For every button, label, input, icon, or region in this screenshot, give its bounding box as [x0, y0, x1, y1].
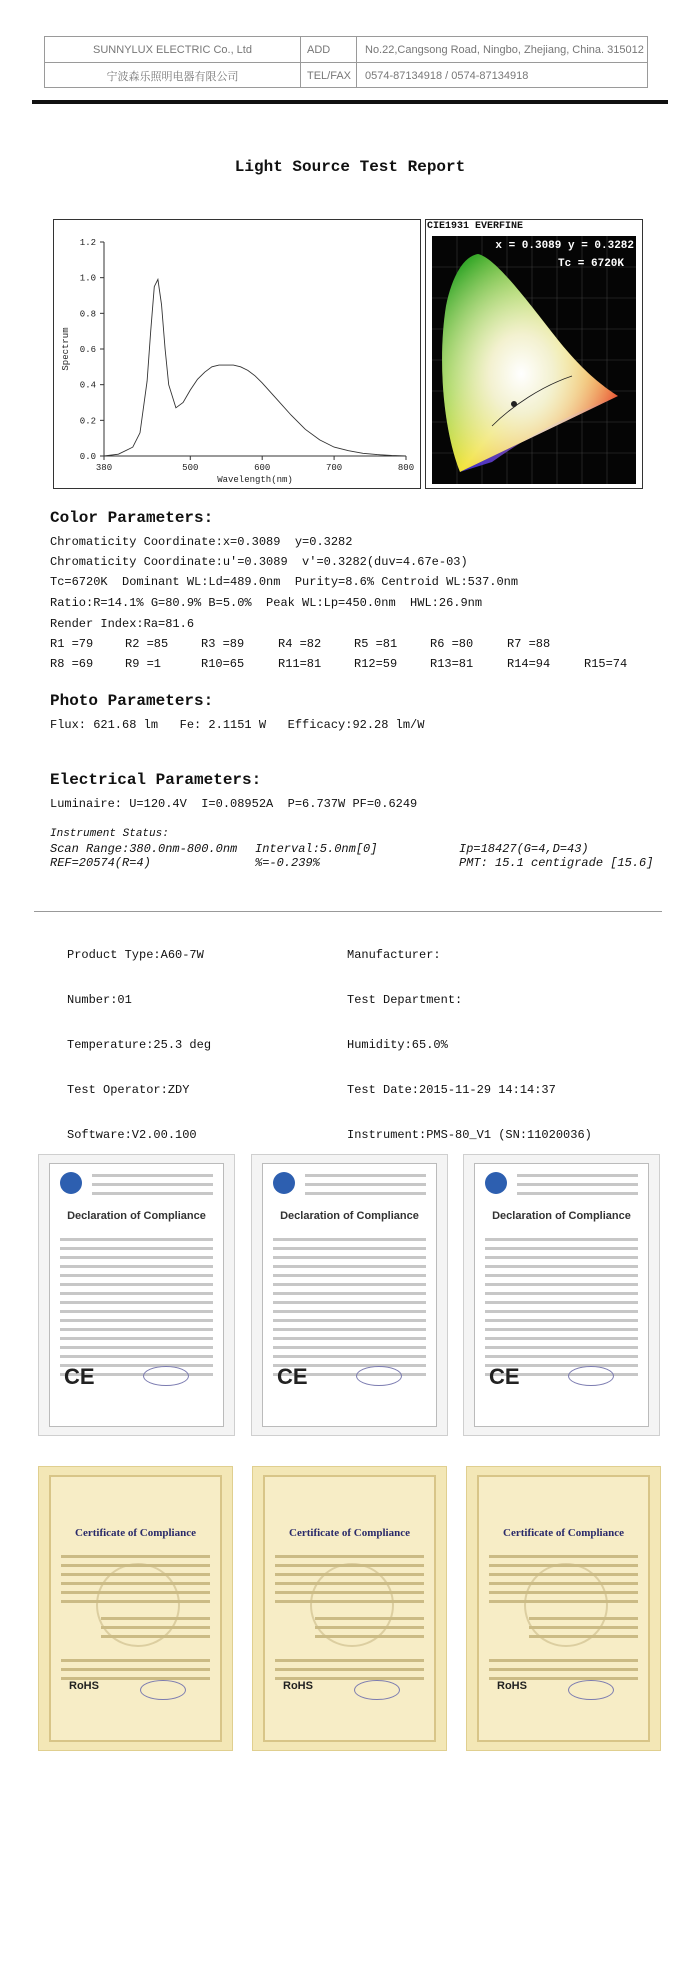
test-department: Test Department: — [347, 993, 463, 1007]
cie-coordinates: x = 0.3089 y = 0.3282 — [495, 240, 634, 252]
address-value: No.22,Cangsong Road, Ningbo, Zhejiang, China. 315012 — [365, 43, 644, 56]
cie-color-temperature: Tc = 6720K — [557, 258, 624, 270]
spectrum-chart — [53, 219, 421, 489]
y-tick-label: 0.0 — [79, 452, 96, 462]
r-value: R2 =85 — [125, 637, 169, 651]
r-value: R4 =82 — [278, 637, 322, 651]
signature-stamp-icon — [140, 1680, 186, 1700]
spectrum-svg — [54, 220, 420, 488]
x-tick-label: 800 — [397, 463, 415, 473]
rohs-mark: RoHS — [69, 1680, 99, 1692]
r-value: R15=74 — [584, 657, 628, 671]
number: Number:01 — [67, 993, 132, 1007]
manufacturer: Manufacturer: — [347, 948, 441, 962]
x-tick-label: 700 — [325, 463, 343, 473]
pmt-value: PMT: 15.1 centigrade [15.6] — [459, 856, 654, 870]
r-value: R5 =81 — [354, 637, 398, 651]
globe-logo-icon — [273, 1172, 295, 1194]
color-line-4: Ratio:R=14.1% G=80.9% B=5.0% Peak WL:Lp=450.0nm HWL:26.9nm — [50, 596, 483, 610]
certificate-title: Certificate of Compliance — [75, 1527, 196, 1539]
ref-value: REF=20574(R=4) — [50, 856, 151, 870]
instrument: Instrument:PMS-80_V1 (SN:11020036) — [347, 1128, 592, 1142]
test-operator: Test Operator:ZDY — [67, 1083, 190, 1097]
test-date: Test Date:2015-11-29 14:14:37 — [347, 1083, 556, 1097]
humidity: Humidity:65.0% — [347, 1038, 448, 1052]
rohs-certificate — [38, 1466, 233, 1751]
cie-plot — [432, 236, 636, 484]
color-line-3: Tc=6720K Dominant WL:Ld=489.0nm Purity=8.6% Centroid WL:537.0nm — [50, 575, 519, 589]
ip-value: Ip=18427(G=4,D=43) — [459, 842, 589, 856]
signature-stamp-icon — [568, 1680, 614, 1700]
certificate-title: Certificate of Compliance — [289, 1527, 410, 1539]
x-axis-label: Wavelength(nm) — [217, 475, 293, 485]
certificate-title: Declaration of Compliance — [492, 1210, 631, 1222]
x-tick-label: 500 — [182, 463, 199, 473]
r-value: R12=59 — [354, 657, 398, 671]
tel-label: TEL/FAX — [301, 63, 357, 88]
y-tick-label: 0.8 — [79, 309, 96, 320]
scan-range: Scan Range:380.0nm-800.0nm — [50, 842, 238, 856]
signature-stamp-icon — [568, 1366, 614, 1386]
y-tick-label: 0.6 — [79, 345, 96, 355]
cie-diagram — [425, 219, 643, 489]
signature-stamp-icon — [354, 1680, 400, 1700]
globe-logo-icon — [485, 1172, 507, 1194]
photo-line: Flux: 621.68 lm Fe: 2.1151 W Efficacy:92.28 lm/W — [50, 718, 425, 732]
ce-mark: CE — [277, 1364, 308, 1389]
rohs-mark: RoHS — [283, 1680, 313, 1692]
certificate-title: Declaration of Compliance — [67, 1210, 206, 1222]
x-tick-label: 380 — [95, 463, 113, 473]
percent-value: %=-0.239% — [255, 856, 320, 870]
certificate-title: Certificate of Compliance — [503, 1527, 624, 1539]
instrument-status-label: Instrument Status: — [50, 828, 169, 840]
scan-interval: Interval:5.0nm[0] — [255, 842, 378, 856]
cie-heading: CIE1931 EVERFINE — [427, 221, 524, 232]
r-value: R10=65 — [201, 657, 245, 671]
company-name-cn: 宁波森乐照明电器有限公司 — [45, 63, 301, 88]
color-parameters-heading: Color Parameters: — [50, 509, 214, 527]
temperature: Temperature:25.3 deg — [67, 1038, 212, 1052]
tel-value: 0574-87134918 / 0574-87134918 — [365, 69, 529, 82]
rohs-certificate — [466, 1466, 661, 1751]
signature-stamp-icon — [356, 1366, 402, 1386]
test-info — [347, 918, 592, 1158]
electrical-line: Luminaire: U=120.4V I=0.08952A P=6.737W PF=0.6249 — [50, 797, 418, 811]
r-value: R13=81 — [430, 657, 474, 671]
cie-svg — [432, 236, 636, 484]
r-value: R14=94 — [507, 657, 551, 671]
r-value: R1 =79 — [50, 637, 94, 651]
spectrum-line — [104, 279, 406, 456]
product-info — [67, 918, 211, 1158]
info-divider — [34, 911, 662, 912]
product-type: Product Type:A60-7W — [67, 948, 204, 962]
header-divider — [32, 100, 668, 104]
r-value: R8 =69 — [50, 657, 94, 671]
electrical-parameters-heading: Electrical Parameters: — [50, 771, 262, 789]
declaration-certificate — [38, 1154, 235, 1436]
signature-stamp-icon — [143, 1366, 189, 1386]
y-tick-label: 0.2 — [79, 416, 96, 427]
r-value: R3 =89 — [201, 637, 245, 651]
x-tick-label: 600 — [254, 463, 271, 473]
render-index: Render Index:Ra=81.6 — [50, 617, 195, 631]
r-value: R7 =88 — [507, 637, 551, 651]
report-title: Light Source Test Report — [234, 158, 466, 176]
declaration-certificate — [463, 1154, 660, 1436]
r-value: R6 =80 — [430, 637, 474, 651]
y-tick-label: 1.0 — [79, 273, 96, 284]
color-line-2: Chromaticity Coordinate:u'=0.3089 v'=0.3282(duv=4.67e-03) — [50, 555, 468, 569]
y-tick-label: 0.4 — [79, 380, 96, 391]
y-tick-label: 1.2 — [79, 238, 96, 248]
photo-parameters-heading: Photo Parameters: — [50, 692, 214, 710]
r-value: R9 =1 — [125, 657, 162, 671]
company-header — [44, 36, 648, 88]
color-line-1: Chromaticity Coordinate:x=0.3089 y=0.3282 — [50, 535, 353, 549]
ce-mark: CE — [64, 1364, 95, 1389]
company-name: SUNNYLUX ELECTRIC Co., Ltd — [45, 37, 301, 62]
y-axis-label: Spectrum — [61, 327, 71, 371]
declaration-certificate — [251, 1154, 448, 1436]
ce-mark: CE — [489, 1364, 520, 1389]
software: Software:V2.00.100 — [67, 1128, 197, 1142]
rohs-mark: RoHS — [497, 1680, 527, 1692]
certificate-title: Declaration of Compliance — [280, 1210, 419, 1222]
address-label: ADD — [301, 37, 357, 62]
globe-logo-icon — [60, 1172, 82, 1194]
rohs-certificate — [252, 1466, 447, 1751]
r-value: R11=81 — [278, 657, 322, 671]
cie-point-marker — [511, 401, 517, 407]
